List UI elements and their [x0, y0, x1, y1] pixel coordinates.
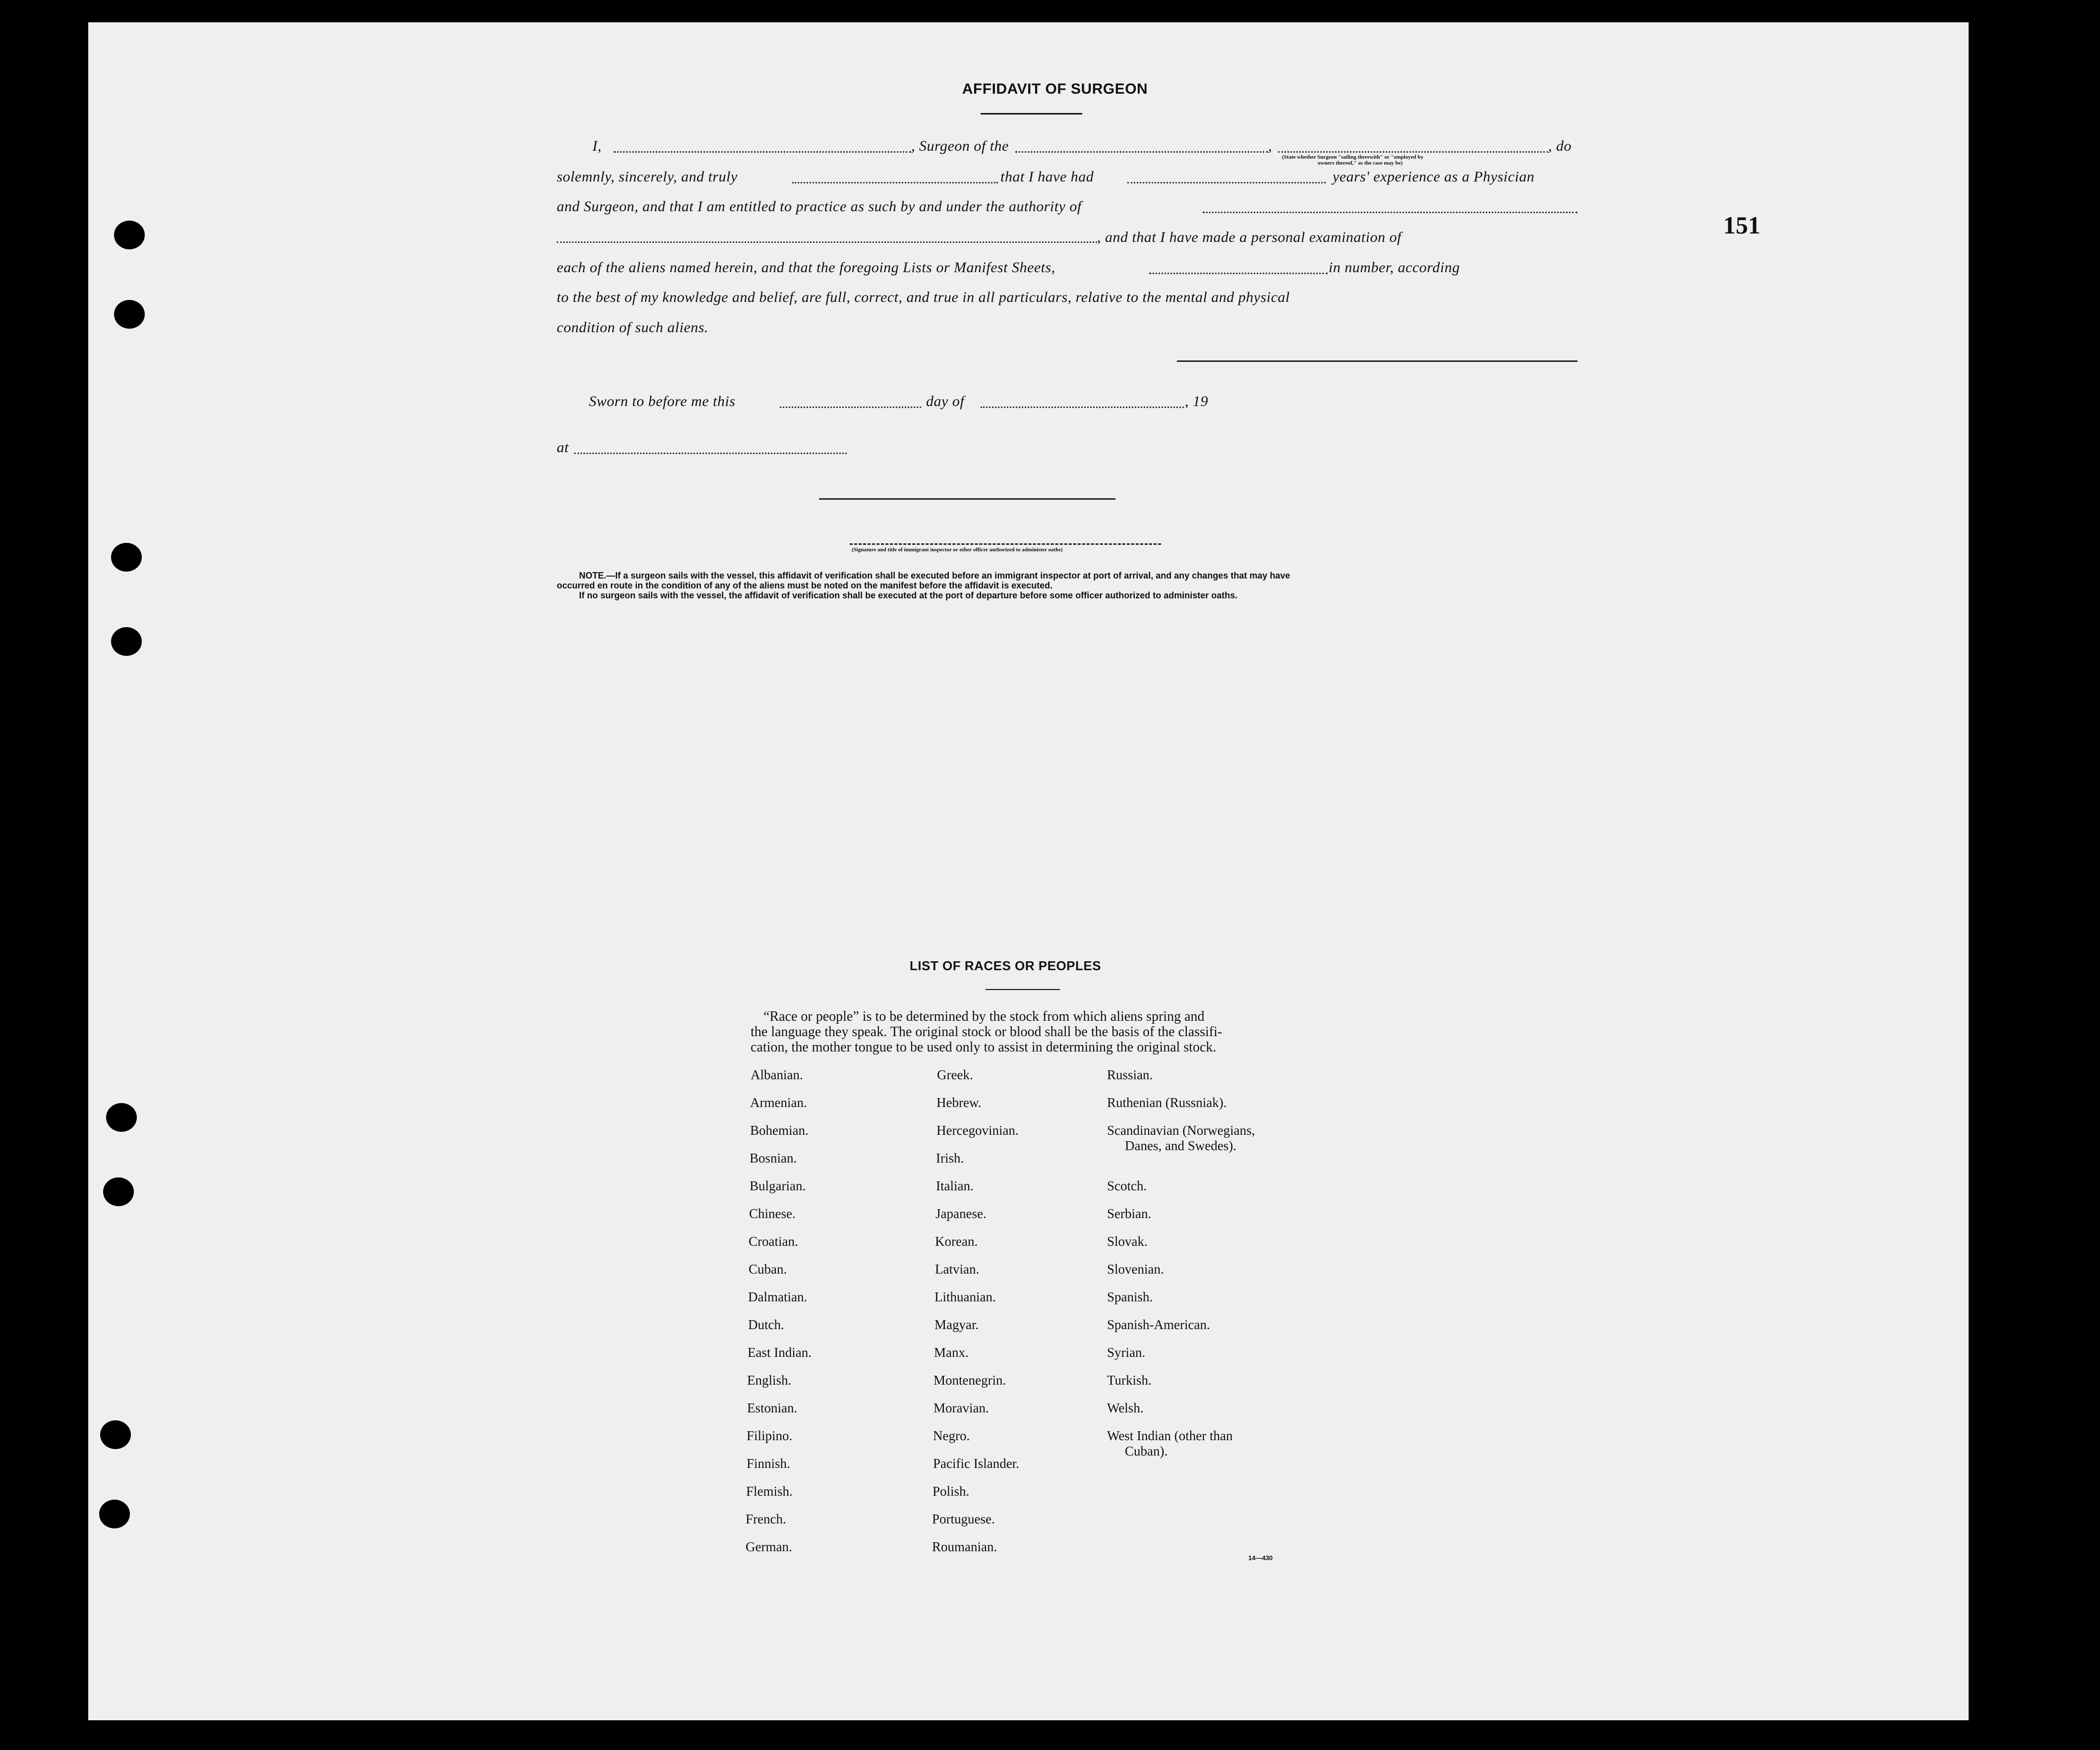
race-entry: East Indian.	[748, 1345, 812, 1360]
race-entry: Finnish.	[747, 1456, 790, 1471]
affidavit-note: If no surgeon sails with the vessel, the affidavit of verification shall be executed at the port of departure before some officer authorized to administer oaths.	[579, 590, 1238, 600]
affidavit-text: I,	[592, 138, 602, 154]
race-entry: Irish.	[936, 1151, 964, 1166]
race-entry: Scotch.	[1107, 1178, 1147, 1193]
page-number: 151	[1723, 211, 1760, 239]
race-entry: Russian.	[1107, 1067, 1153, 1082]
surgeon-status-note: owners thereof," as the case may be)	[1318, 160, 1403, 166]
race-entry: Roumanian.	[932, 1539, 997, 1554]
signature-caption: (Signature and title of immigrant inspector or other officer authorized to administer oaths)	[852, 547, 1063, 553]
affidavit-text: solemnly, sincerely, and truly	[557, 169, 738, 185]
officer-signature-line[interactable]	[819, 498, 1115, 500]
affidavit-text: , Surgeon of the	[911, 138, 1009, 154]
surgeon-status-note: (State whether Surgeon "sailing therewith" or "employed by	[1282, 154, 1424, 160]
race-entry: Spanish.	[1107, 1289, 1153, 1304]
field-sworn-month[interactable]	[981, 407, 1184, 408]
race-entry: Bohemian.	[750, 1123, 809, 1138]
race-entry: Dalmatian.	[748, 1289, 808, 1304]
race-entry: Flemish.	[746, 1484, 793, 1499]
field-sworn-place[interactable]	[574, 453, 847, 454]
race-entry: Cuban.	[749, 1262, 787, 1277]
race-entry: Chinese.	[749, 1206, 796, 1221]
sworn-text: , 19	[1185, 393, 1208, 409]
field-authority-continued[interactable]	[557, 241, 1097, 243]
punch-hole	[114, 300, 145, 329]
race-entry: Filipino.	[747, 1428, 793, 1443]
race-entry: Syrian.	[1107, 1345, 1146, 1360]
punch-hole	[106, 1103, 137, 1132]
race-entry: Negro.	[933, 1428, 970, 1443]
officer-title-line[interactable]	[850, 543, 1161, 545]
race-entry: Latvian.	[935, 1262, 980, 1277]
punch-hole	[114, 221, 145, 249]
punch-hole	[103, 1177, 134, 1206]
race-entry: Serbian.	[1107, 1206, 1152, 1221]
affidavit-text: ,	[1268, 138, 1272, 154]
affidavit-title: AFFIDAVIT OF SURGEON	[962, 81, 1148, 97]
race-entry: Pacific Islander.	[933, 1456, 1019, 1471]
race-entry: Moravian.	[933, 1400, 989, 1415]
affidavit-text: to the best of my knowledge and belief, are full, correct, and true in all particulars, relative to the mental and physical	[557, 289, 1290, 305]
field-surgeon-name[interactable]	[614, 151, 911, 153]
race-entry: Albanian.	[751, 1067, 803, 1082]
punch-hole	[111, 543, 142, 572]
race-entry: West Indian (other than	[1107, 1428, 1233, 1443]
race-entry: Slovenian.	[1107, 1262, 1164, 1277]
affidavit-text: years' experience as a Physician	[1333, 169, 1535, 185]
race-entry: Danes, and Swedes).	[1125, 1138, 1236, 1153]
race-entry: German.	[746, 1539, 792, 1554]
sworn-text: Sworn to before me this	[589, 393, 736, 409]
races-title: LIST OF RACES OR PEOPLES	[909, 958, 1102, 973]
race-entry: Hercegovinian.	[936, 1123, 1019, 1138]
race-entry: Estonian.	[747, 1400, 798, 1415]
at-label: at	[557, 439, 569, 456]
race-entry: Cuban).	[1125, 1444, 1168, 1458]
punch-hole	[111, 627, 142, 656]
form-number: 14—430	[1248, 1554, 1273, 1562]
race-entry: Spanish-American.	[1107, 1317, 1210, 1332]
punch-hole	[100, 1420, 131, 1449]
races-intro: “Race or people” is to be determined by the stock from which aliens spring and	[763, 1009, 1205, 1024]
race-entry: Manx.	[934, 1345, 969, 1360]
title-underline	[981, 113, 1082, 115]
surgeon-signature-line[interactable]	[1177, 360, 1577, 362]
race-entry: Magyar.	[934, 1317, 979, 1332]
race-entry: Bulgarian.	[750, 1178, 806, 1193]
sworn-text: day of	[926, 393, 965, 409]
race-entry: Hebrew.	[936, 1095, 982, 1110]
affidavit-text: and Surgeon, and that I am entitled to practice as such by and under the authority of	[557, 198, 1082, 215]
affidavit-text: condition of such aliens.	[557, 319, 708, 336]
races-intro: cation, the mother tongue to be used only to assist in determining the original stock.	[751, 1040, 1217, 1055]
affidavit-text: , and that I have made a personal examination of	[1097, 229, 1401, 245]
race-entry: English.	[747, 1373, 792, 1388]
field-vessel-name[interactable]	[1015, 151, 1268, 153]
field-sworn-day[interactable]	[780, 407, 921, 408]
affidavit-text: in number, according	[1329, 259, 1460, 276]
document-page	[88, 22, 1969, 1720]
race-entry: Dutch.	[748, 1317, 784, 1332]
race-entry: Ruthenian (Russniak).	[1107, 1095, 1227, 1110]
affidavit-text: each of the aliens named herein, and that the foregoing Lists or Manifest Sheets,	[557, 259, 1055, 276]
race-entry: Slovak.	[1107, 1234, 1148, 1249]
race-entry: Bosnian.	[750, 1151, 797, 1166]
race-entry: Armenian.	[750, 1095, 807, 1110]
title-underline	[986, 989, 1060, 990]
race-entry: Japanese.	[935, 1206, 987, 1221]
field-surgeon-status[interactable]	[1278, 151, 1548, 153]
race-entry: Greek.	[937, 1067, 973, 1082]
field-years-experience[interactable]	[1127, 182, 1326, 183]
field-authority[interactable]	[1203, 212, 1577, 213]
race-entry: Welsh.	[1107, 1400, 1144, 1415]
affidavit-note: NOTE.—If a surgeon sails with the vessel, this affidavit of verification shall be executed before an immigrant inspector at port of arrival, and any changes that may have	[579, 571, 1290, 581]
affidavit-note: occurred en route in the condition of any of the aliens must be noted on the manifest before the affidavit is executed.	[557, 581, 1053, 590]
race-entry: Polish.	[933, 1484, 970, 1499]
race-entry: Scandinavian (Norwegians,	[1107, 1123, 1255, 1138]
field-oath-type[interactable]	[792, 182, 998, 183]
race-entry: Portuguese.	[932, 1512, 995, 1526]
affidavit-text: , do	[1548, 138, 1572, 154]
race-entry: Korean.	[935, 1234, 978, 1249]
race-entry: Turkish.	[1107, 1373, 1152, 1388]
affidavit-text: that I have had	[1000, 169, 1094, 185]
field-sheet-count[interactable]	[1149, 273, 1328, 274]
race-entry: Croatian.	[749, 1234, 798, 1249]
races-intro: the language they speak. The original stock or blood shall be the basis of the classifi-	[751, 1024, 1223, 1040]
race-entry: Montenegrin.	[933, 1373, 1006, 1388]
race-entry: Italian.	[936, 1178, 974, 1193]
race-entry: French.	[746, 1512, 786, 1526]
race-entry: Lithuanian.	[934, 1289, 996, 1304]
punch-hole	[99, 1500, 130, 1528]
